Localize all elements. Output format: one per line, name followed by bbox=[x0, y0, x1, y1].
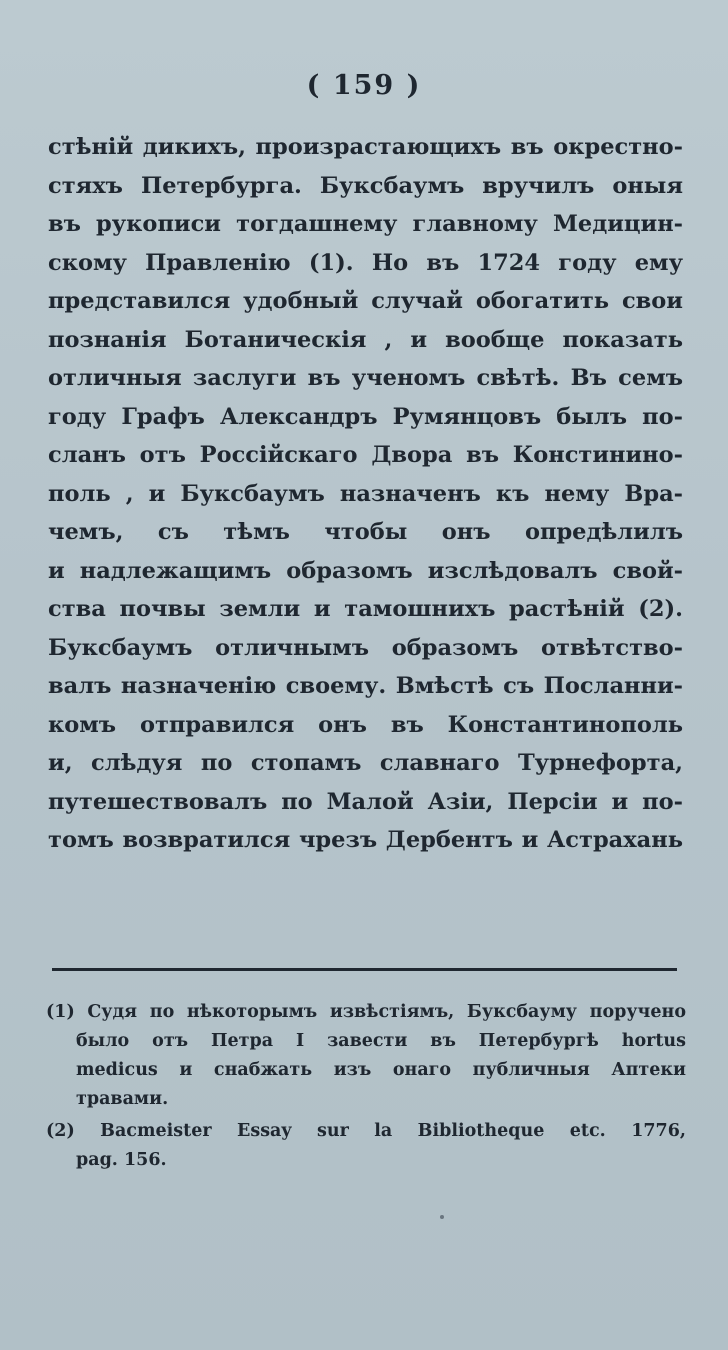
footnotes bbox=[46, 998, 686, 1175]
footnote-line: (2) Bacmeister Essay sur la Bibliotheque etc. 1776, bbox=[46, 1121, 686, 1141]
text-line: томъ возвратился чрезъ Дербентъ и Астрахань bbox=[48, 827, 683, 853]
footnote-line: medicus и снабжать изъ онаго публичныя Аптеки bbox=[76, 1060, 686, 1080]
text-line: ства почвы земли и тамошнихъ растѣній (2). bbox=[48, 596, 683, 622]
text-line: Буксбаумъ отличнымъ образомъ отвѣтство- bbox=[48, 634, 683, 661]
text-line: отличныя заслуги въ ученомъ свѣтѣ. Въ семъ bbox=[48, 365, 683, 391]
text-line: и, слѣдуя по стопамъ славнаго Турнефорта, bbox=[48, 750, 683, 776]
text-line: познанія Ботаническія , и вообще показать bbox=[48, 326, 683, 353]
text-line: чемъ, съ тѣмъ чтобы онъ опредѣлилъ bbox=[48, 519, 683, 545]
text-line: сланъ отъ Россійскаго Двора въ Констинино- bbox=[48, 442, 683, 468]
text-line: представился удобный случай обогатить свои bbox=[48, 288, 683, 314]
text-line: стѣній дикихъ, произрастающихъ въ окрестно- bbox=[48, 134, 683, 160]
footnote-line: было отъ Петра I завести въ Петербургѣ hortus bbox=[76, 1031, 686, 1051]
footnote-divider bbox=[52, 968, 677, 971]
text-line: стяхъ Петербурга. Буксбаумъ вручилъ оныя bbox=[48, 172, 683, 199]
text-line: и надлежащимъ образомъ изслѣдовалъ свой- bbox=[48, 557, 683, 584]
page-number: ( 159 ) bbox=[306, 70, 422, 101]
text-line: году Графъ Александръ Румянцовъ былъ по- bbox=[48, 403, 683, 430]
text-line: въ рукописи тогдашнему главному Медицин- bbox=[48, 211, 683, 237]
text-line: путешествовалъ по Малой Азіи, Персіи и по- bbox=[48, 788, 683, 815]
text-line: поль , и Буксбаумъ назначенъ къ нему Вра- bbox=[48, 480, 683, 507]
text-line: валъ назначенію своему. Вмѣстѣ съ Посланни- bbox=[48, 673, 683, 699]
footnote-line: pag. 156. bbox=[76, 1150, 167, 1170]
footnote-2 bbox=[46, 1117, 686, 1175]
footnote-1 bbox=[46, 998, 686, 1114]
text-line: скому Правленію (1). Но въ 1724 году ему bbox=[48, 249, 683, 276]
footnote-line: (1) Судя по нѣкоторымъ извѣстіямъ, Буксбауму поручено bbox=[46, 1002, 686, 1022]
text-line: комъ отправился онъ въ Константинополь bbox=[48, 711, 683, 738]
paper-speck bbox=[440, 1215, 444, 1219]
main-text bbox=[48, 128, 683, 860]
footnote-line: травами. bbox=[76, 1089, 169, 1109]
